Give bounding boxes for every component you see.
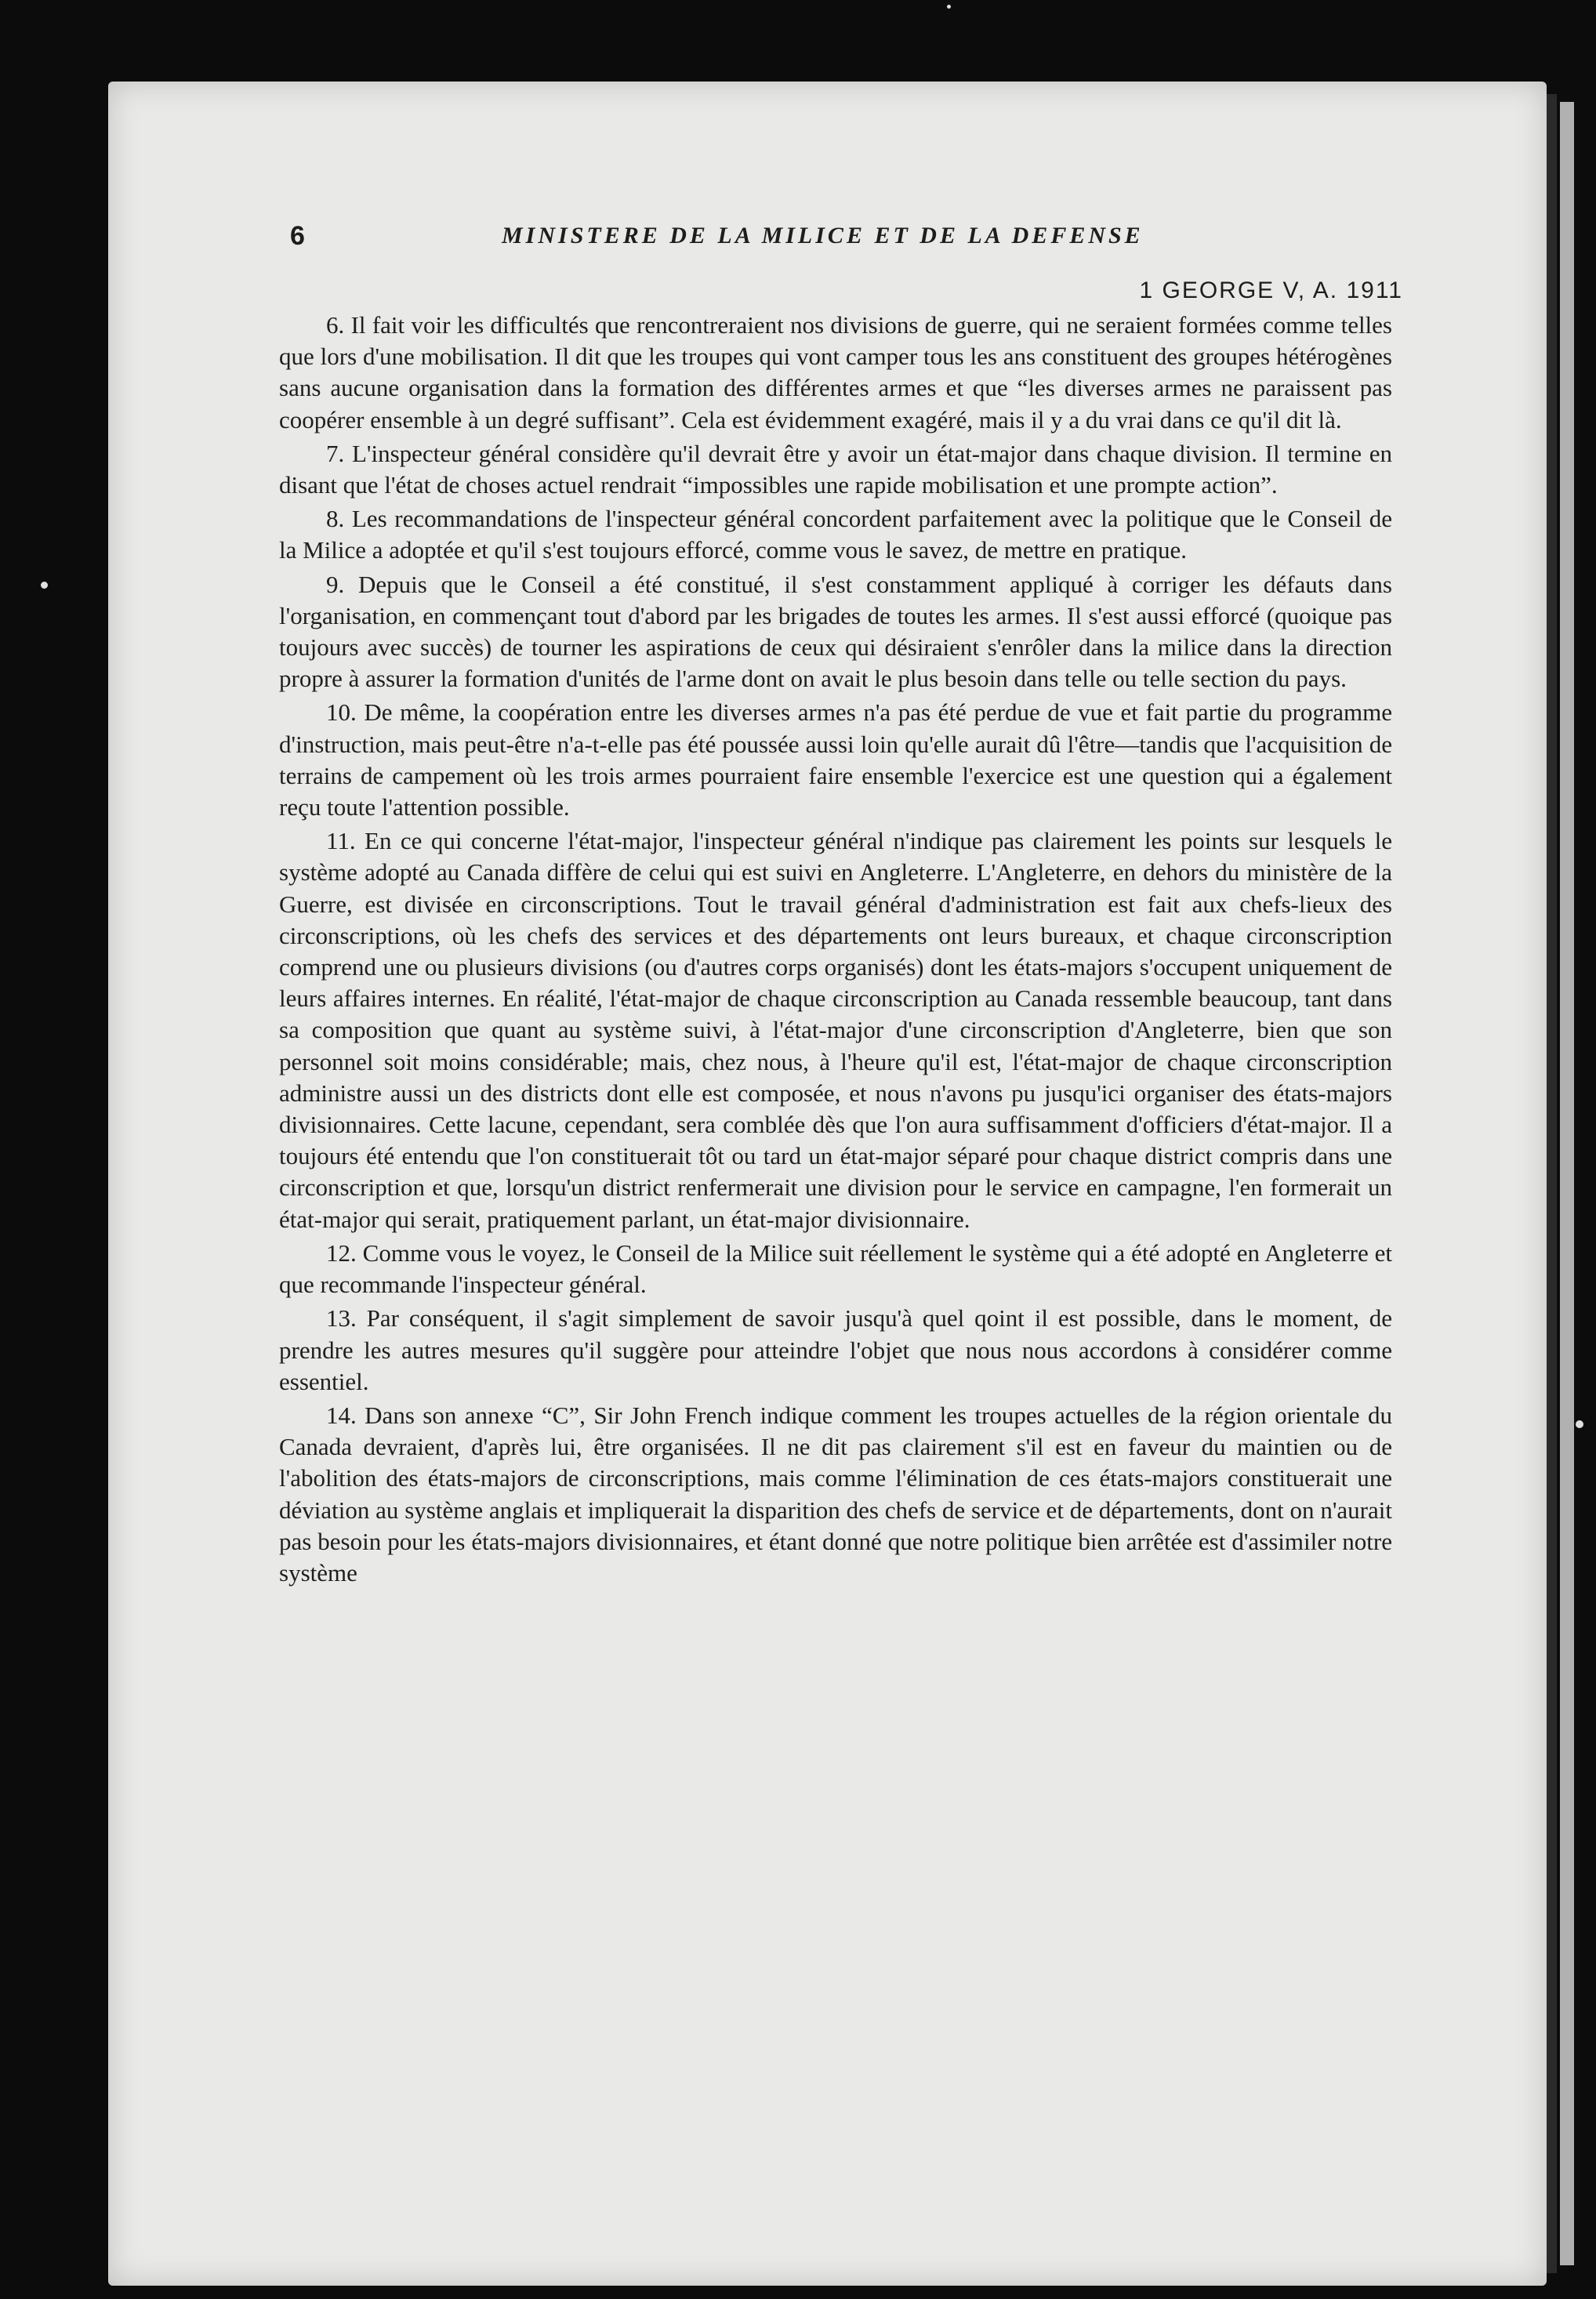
paragraph-10: 10. De même, la coopération entre les diverses armes n'a pas été perdue de vue et fait partie du programme d'instruction, mais peut-être n'a-t-elle pas été poussée aussi loin qu'elle aurait dû l'être—tandis que l'acquisition de terrains de campement où les trois armes pourraient faire ensemble l'exercice est une question qui a également reçu toute l'attention possible. — [279, 698, 1392, 821]
dust-speck — [1576, 1420, 1583, 1428]
paragraph-13: 13. Par conséquent, il s'agit simplement de savoir jusqu'à quel qoint il est possible, dans le moment, de prendre les autres mesures qu'il suggère pour atteindre l'objet que nous nous accordons à considérer comme essentiel. — [279, 1304, 1392, 1395]
session-label: 1 GEORGE V, A. 1911 — [1139, 277, 1403, 303]
paragraph-7: 7. L'inspecteur général considère qu'il devrait être y avoir un état-major dans chaque division. Il termine en disant que l'état de choses actuel rendrait “impossibles une rapide mobilisation et une prompte action”. — [279, 439, 1392, 499]
paragraph-9: 9. Depuis que le Conseil a été constitué, il s'est constamment appliqué à corriger les défauts dans l'organisation, en commençant tout d'abord par les brigades de toutes les armes. Il s'est aussi efforcé (quoique pas toujours avec succès) de tourner les aspirations de ceux qui désiraient s'enrôler dans la milice dans la direction propre à assurer la formation d'unités de l'arme dont on avait le plus besoin dans telle ou telle section du pays. — [279, 570, 1392, 693]
paragraph-8: 8. Les recommandations de l'inspecteur général concordent parfaitement avec la politique que le Conseil de la Milice a adoptée et qu'il s'est toujours efforcé, comme vous le savez, de mettre en pratique. — [279, 505, 1392, 564]
paragraph-12: 12. Comme vous le voyez, le Conseil de la Milice suit réellement le système qui a été adopté en Angleterre et que recommande l'inspecteur général. — [279, 1238, 1392, 1299]
page-number: 6 — [290, 221, 305, 251]
scan-edge-shadow — [1546, 94, 1557, 2273]
paragraph-11: 11. En ce qui concerne l'état-major, l'inspecteur général n'indique pas clairement les points sur lesquels le système adopté au Canada diffère de celui qui est suivi en Angleterre. L'Angleterre, en dehors du ministère de la Guerre, est divisée en circonscriptions. Tout le travail général d'administration est fait aux chefs-lieux des circonscriptions, où les chefs des services et des départements ont leurs bureaux, et chaque circonscription comprend une ou plusieurs divisions (ou d'autres corps organisés) dont les états-majors s'occupent uniquement de leurs affaires internes. En réalité, l'état-major de chaque circonscription au Canada ressemble beaucoup, tant dans sa composition que quant au système suivi, à l'état-major d'une circonscription d'Angleterre, bien que son personnel soit moins considérable; mais, chez nous, à l'heure qu'il est, l'état-major de chaque circonscription administre aussi un des districts dont elle est composée, et nous n'avons pu jusqu'ici organiser des états-majors divisionnaires. Cette lacune, cependant, sera comblée dès que l'on aura suffisamment d'officiers d'état-major. Il a toujours été entendu que l'on constituerait tôt ou tard un état-major séparé pour chaque district compris dans une circonscription et que, lorsqu'un district renfermerait une division pour le service en campagne, l'en formerait un état-major qui serait, pratiquement parlant, un état-major divisionnaire. — [279, 827, 1392, 1233]
running-head: MINISTERE DE LA MILICE ET DE LA DEFENSE — [502, 223, 1144, 248]
page-header — [290, 221, 1403, 303]
body-text — [279, 310, 1392, 1591]
dust-speck — [947, 5, 951, 9]
paragraph-6: 6. Il fait voir les difficultés que rencontreraient nos divisions de guerre, qui ne seraient formées comme telles que lors d'une mobilisation. Il dit que les troupes qui vont camper tous les ans constituent des groupes hétérogènes sans aucune organisation dans la formation des différentes armes et que “les diverses armes ne paraissent pas coopérer ensemble à un degré suffisant”. Cela est évidemment exagéré, mais il y a du vrai dans ce qu'il dit là. — [279, 311, 1392, 433]
scan-edge-light — [1560, 102, 1574, 2265]
paragraph-14: 14. Dans son annexe “C”, Sir John French indique comment les troupes actuelles de la région orientale du Canada devraient, d'après lui, être organisées. Il ne dit pas clairement s'il est en faveur du maintien ou de l'abolition des états-majors de circonscriptions, mais comme l'élimination de ces états-majors constituerait une déviation au système anglais et impliquerait la disparition des chefs de service et de départements, dont on n'aurait pas besoin pour les états-majors divisionnaires, et étant donné que notre politique bien arrêtée est d'assimiler notre système — [279, 1401, 1392, 1586]
dust-speck — [41, 582, 48, 589]
